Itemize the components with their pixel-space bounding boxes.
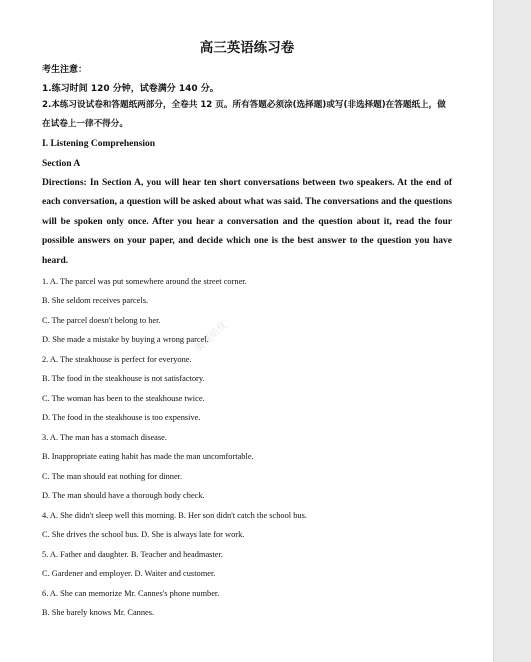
- section-heading: Section A: [42, 159, 81, 169]
- question-line: 2. A. The steakhouse is perfect for everyone.: [42, 355, 192, 364]
- directions-paragraph: Directions: In Section A, you will hear ten short conversations between two speakers. At the end of each conversation, a question will be asked about what was said. The conversations and the questions will be spoken only once. After you hear a conversation and the question about it, read the four possible answers on your paper, and decide which one is the best answer to the question you have heard.: [42, 178, 452, 266]
- question-line: D. She made a mistake by buying a wrong parcel.: [42, 335, 209, 344]
- question-line: 1. A. The parcel was put somewhere around the street corner.: [42, 277, 247, 286]
- page-title: 高三英语练习卷: [199, 40, 295, 56]
- question-line: D. The man should have a thorough body check.: [42, 491, 205, 500]
- question-line: 4. A. She didn't sleep well this morning. B. Her son didn't catch the school bus.: [42, 511, 307, 520]
- question-line: C. She drives the school bus. D. She is always late for work.: [42, 530, 245, 539]
- question-line: B. She barely knows Mr. Cannes.: [42, 608, 155, 617]
- question-line: B. She seldom receives parcels.: [42, 296, 149, 305]
- question-line: 6. A. She can memorize Mr. Cannes's phone number.: [42, 589, 220, 598]
- question-line: C. The man should eat nothing for dinner.: [42, 472, 183, 481]
- part-heading: I. Listening Comprehension: [42, 139, 156, 149]
- question-line: B. Inappropriate eating habit has made the man uncomfortable.: [42, 452, 254, 461]
- viewer-scroll-gutter[interactable]: [493, 0, 531, 662]
- question-line: C. Gardener and employer. D. Waiter and customer.: [42, 569, 216, 578]
- notice-heading: 考生注意：: [42, 65, 88, 75]
- notice-item-1: 1.练习时间 120 分钟，试卷满分 140 分。: [42, 84, 219, 94]
- notice-item-2: 2.本练习设试卷和答题纸两部分，全卷共 12 页。所有答题必须涂(选择题)或写(非选择题)在答题纸上，做在试卷上一律不得分。: [42, 100, 446, 130]
- question-line: C. The woman has been to the steakhouse twice.: [42, 394, 205, 403]
- question-line: 3. A. The man has a stomach disease.: [42, 433, 167, 442]
- question-line: 5. A. Father and daughter. B. Teacher and headmaster.: [42, 550, 223, 559]
- watermark-text: 奥赛培优: [192, 319, 230, 355]
- question-line: B. The food in the steakhouse is not satisfactory.: [42, 374, 205, 383]
- question-line: D. The food in the steakhouse is too expensive.: [42, 413, 201, 422]
- question-line: C. The parcel doesn't belong to her.: [42, 316, 161, 325]
